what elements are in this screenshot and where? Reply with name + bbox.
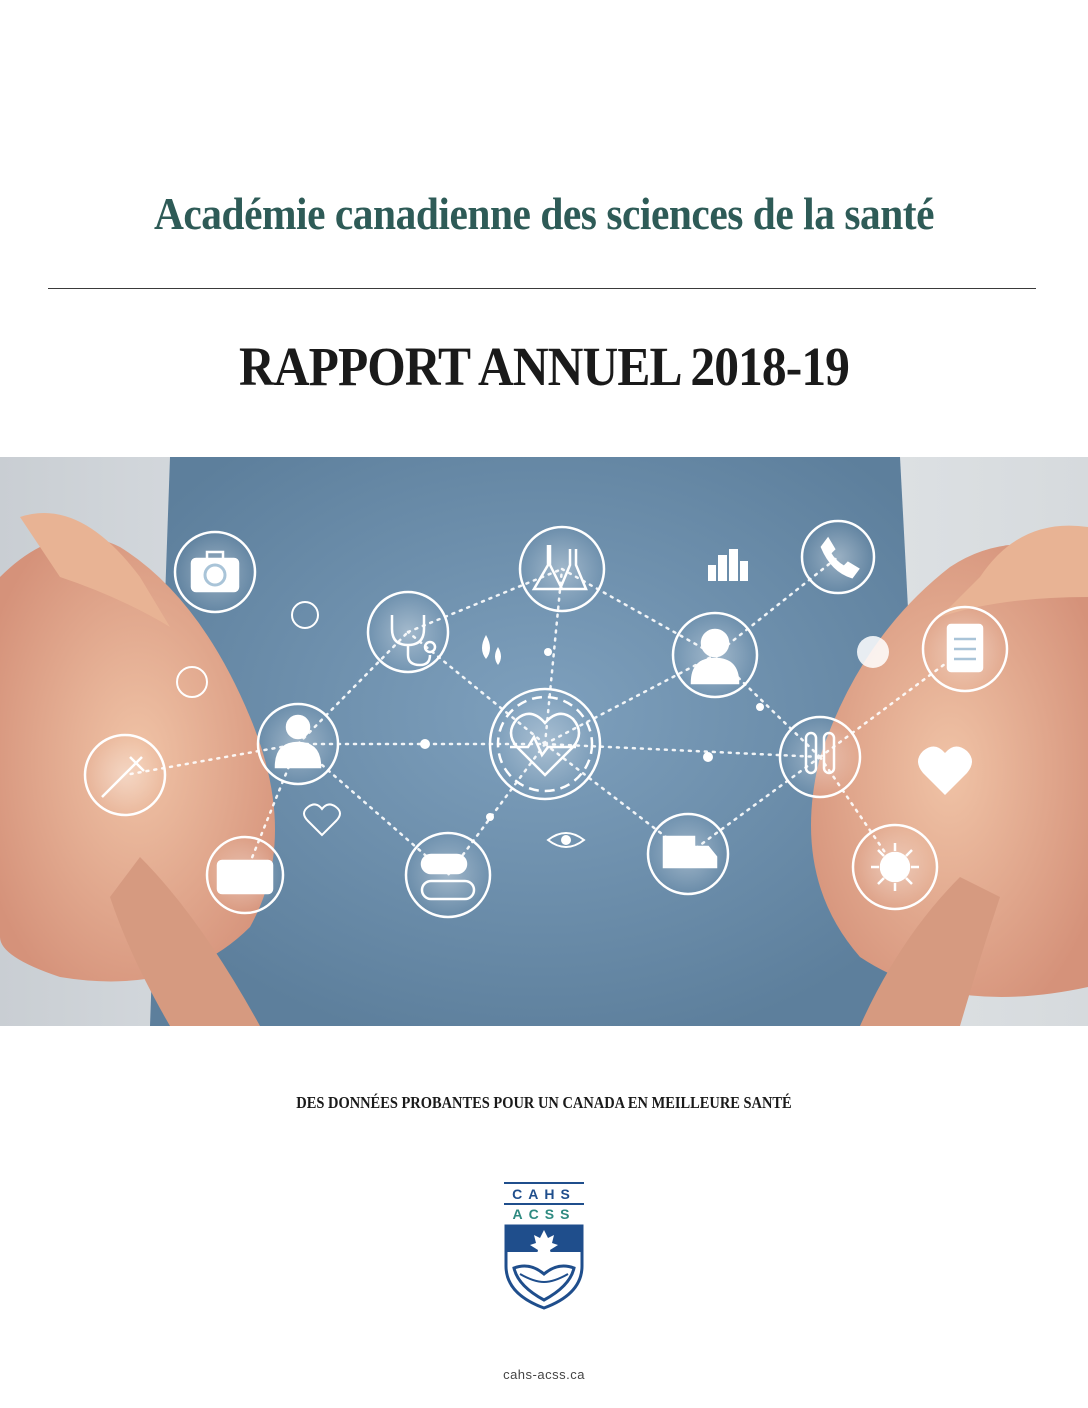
ambulance-icon bbox=[648, 814, 728, 894]
clipboard-icon bbox=[923, 607, 1007, 691]
hero-image bbox=[0, 457, 1088, 1026]
first-aid-kit-icon bbox=[207, 837, 283, 913]
logo-top-text: CAHS bbox=[512, 1186, 576, 1202]
pills-icon bbox=[406, 833, 490, 917]
doctor-icon bbox=[258, 704, 338, 784]
cahs-logo bbox=[500, 1182, 588, 1310]
first-aid-kit-icon bbox=[175, 532, 255, 612]
doctor-icon bbox=[673, 613, 757, 697]
syringe-icon bbox=[85, 735, 165, 815]
stethoscope-icon bbox=[368, 592, 448, 672]
divider bbox=[48, 288, 1036, 289]
phone-icon bbox=[802, 521, 874, 593]
report-title: RAPPORT ANNUEL 2018-19 bbox=[238, 336, 850, 397]
organization-title: Académie canadienne des sciences de la santé bbox=[153, 189, 935, 239]
heart-pulse-icon bbox=[490, 689, 600, 799]
flask-icon bbox=[520, 527, 604, 611]
tagline: DES DONNÉES PROBANTES POUR UN CANADA EN MEILLEURE SANTÉ bbox=[296, 1093, 792, 1112]
logo-bottom-text: ACSS bbox=[512, 1206, 576, 1222]
website-url[interactable]: cahs-acss.ca bbox=[503, 1367, 585, 1382]
virus-icon bbox=[853, 825, 937, 909]
test-tubes-icon bbox=[780, 717, 860, 797]
